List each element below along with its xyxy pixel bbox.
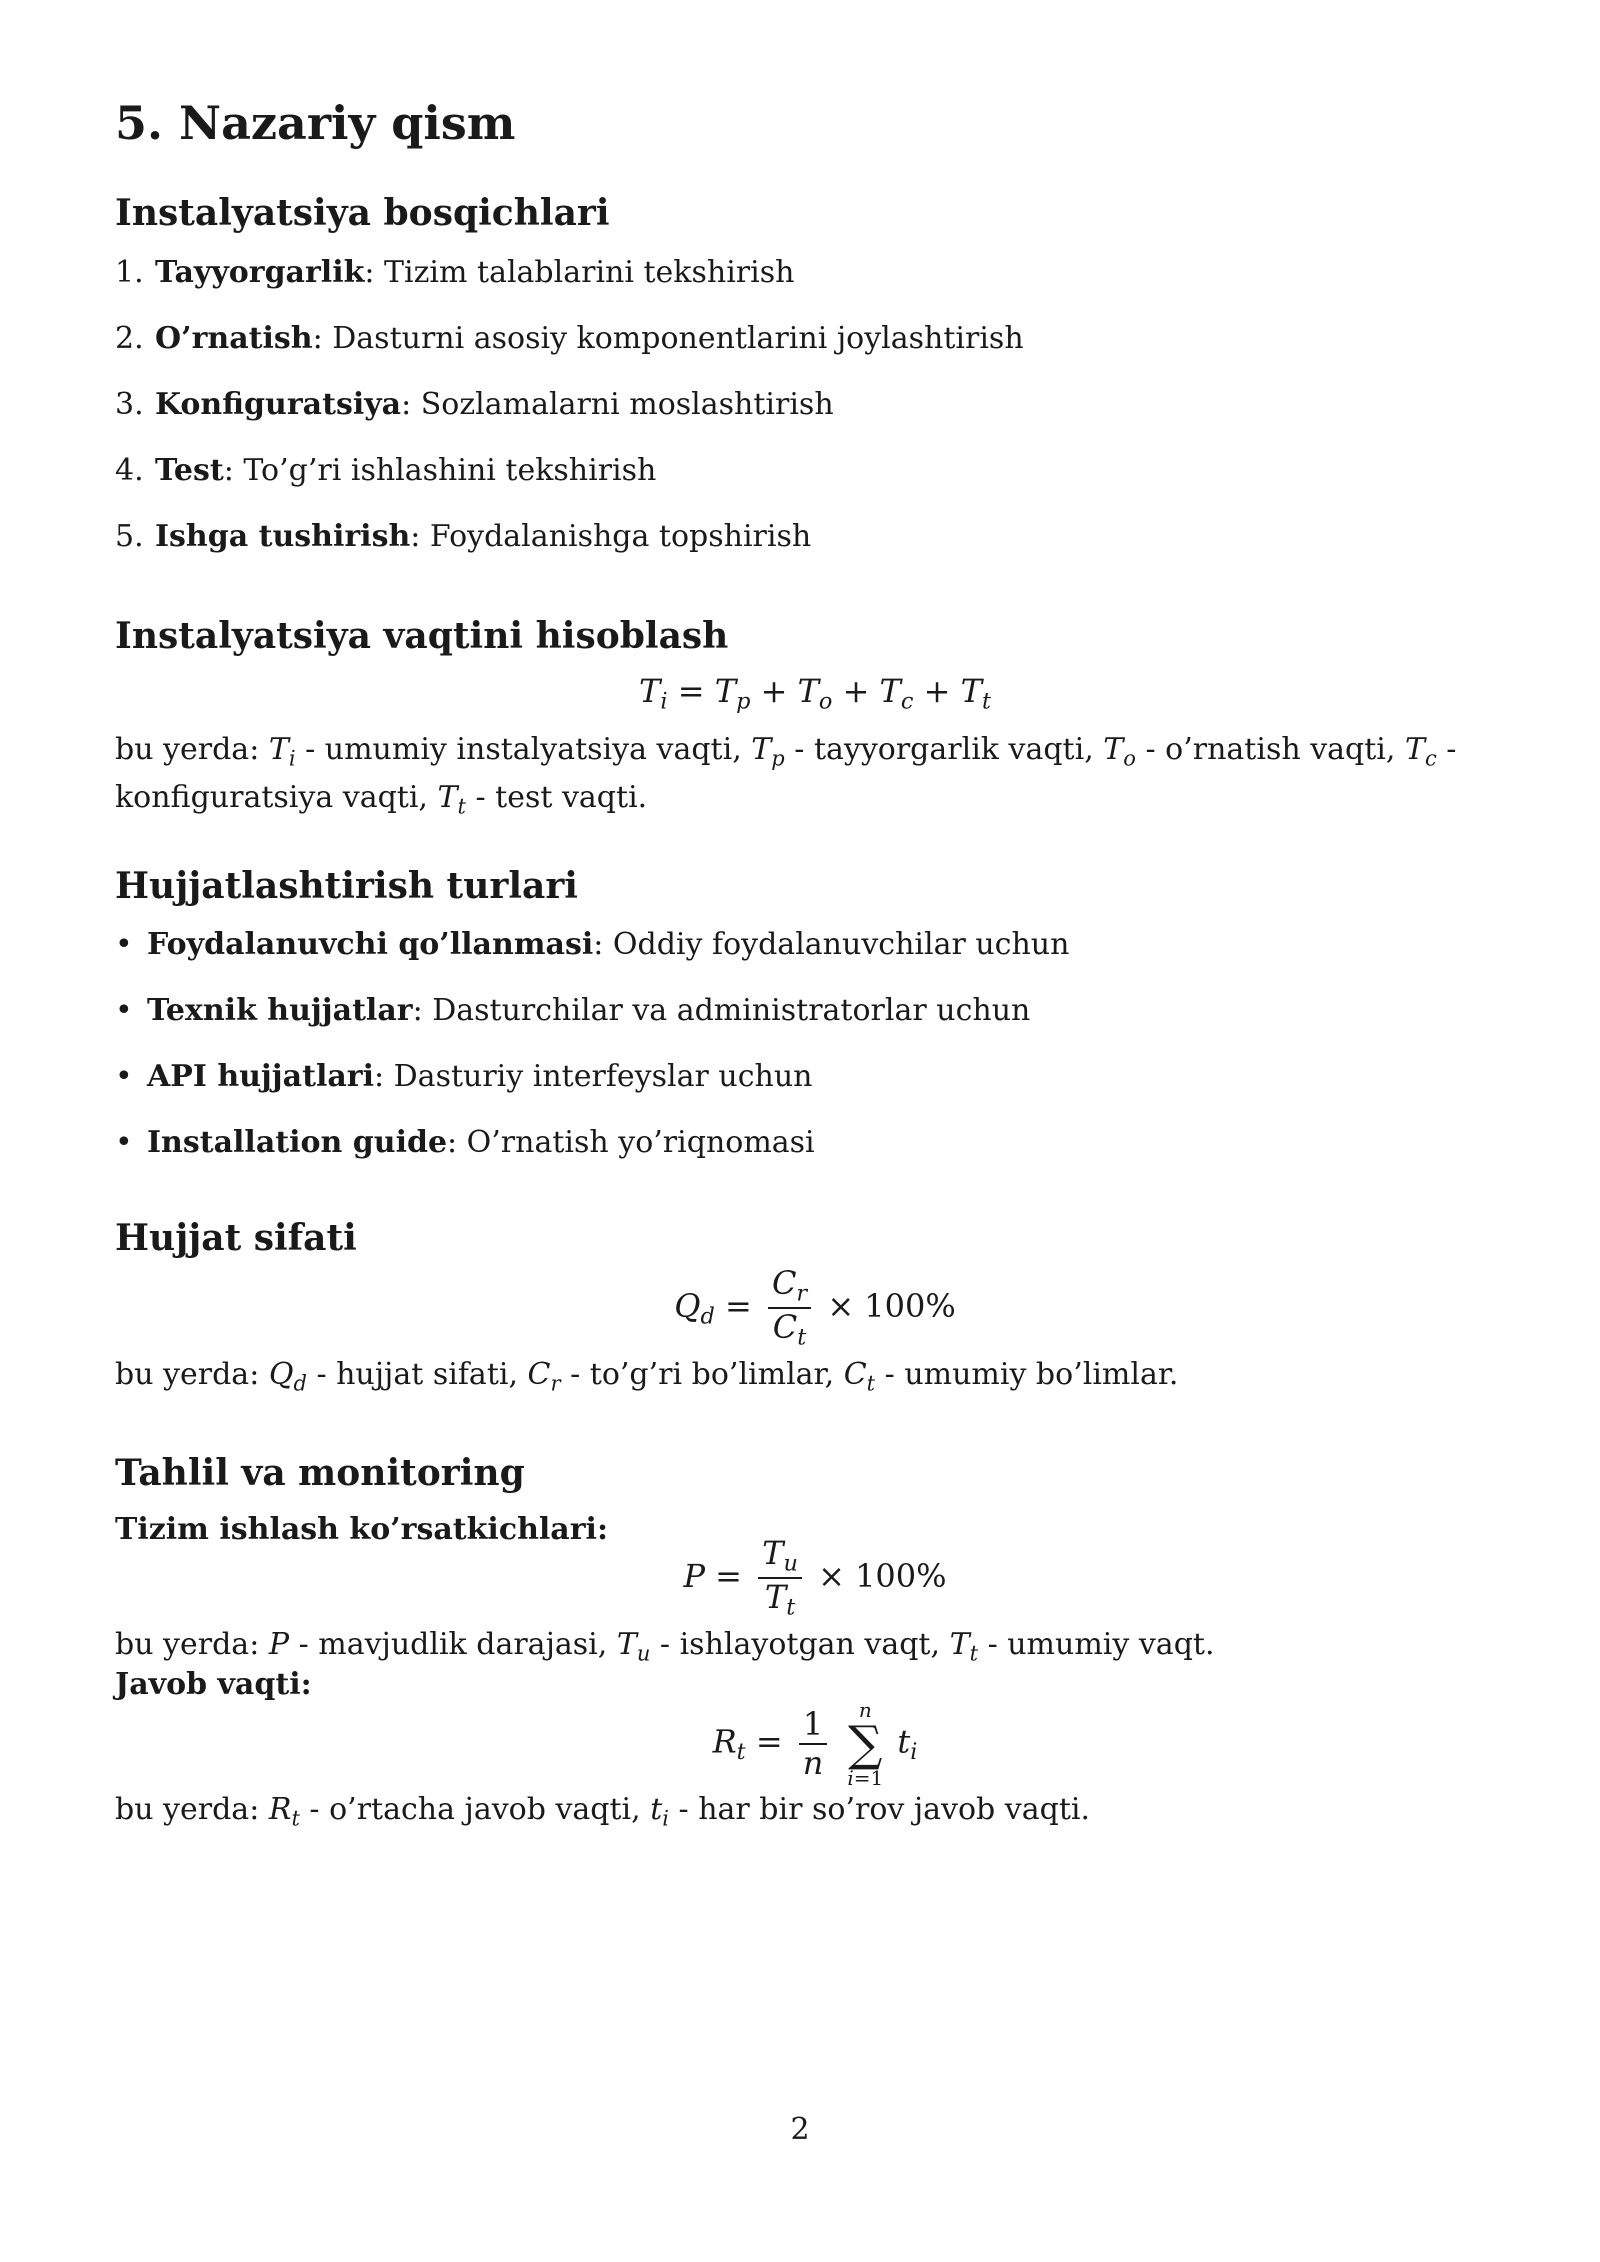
bullet-icon: • [115,993,133,1028]
subheading-performance: Tizim ishlash ko’rsatkichlari: [115,1512,609,1547]
section-heading-stages: Instalyatsiya bosqichlari [115,192,610,234]
list-item: • Texnik hujjatlar: Dasturchilar va administratorlar uchun [115,993,1031,1028]
equation-explanation: bu yerda: $R_t$ - o’rtacha javob vaqti, $t_i$ - har bir so’rov javob vaqti. [115,1792,1091,1831]
list-item: 3. Konfiguratsiya: Sozlamalarni moslashtirish [115,387,834,422]
bullet-icon: • [115,927,133,962]
equation-explanation: bu yerda: $Q_d$ - hujjat sifati, $C_r$ - to’g’ri bo’limlar, $C_t$ - umumiy bo’limlar. [115,1357,1179,1396]
section-heading-docs: Hujjatlashtirish turlari [115,865,578,907]
section-heading-monitoring: Tahlil va monitoring [115,1452,525,1494]
list-item: 1. Tayyorgarlik: Tizim talablarini tekshirish [115,255,795,290]
list-item: • API hujjatlari: Dasturiy interfeyslar uchun [115,1059,813,1094]
equation-explanation: bu yerda: $T_i$ - umumiy instalyatsiya vaqti, $T_p$ - tayyorgarlik vaqti, $T_o$ - o’rnatish vaqti, $T_c$ - konfiguratsiya vaqti, $T_t$ - test vaqti. [115,732,1457,819]
equation-response-time: $R_t$ = $\frac{1}{n}$ n ∑ i=1 $t_i$ [712,1698,918,1790]
bullet-icon: • [115,1125,133,1160]
list-item: 2. O’rnatish: Dasturni asosiy komponentlarini joylashtirish [115,321,1024,356]
list-item: 4. Test: To’g’ri ishlashini tekshirish [115,453,657,488]
bullet-icon: • [115,1059,133,1094]
section-heading-time: Instalyatsiya vaqtini hisoblash [115,615,729,657]
page-title: 5. Nazariy qism [115,96,516,150]
equation-doc-quality: $Q_d$ = $\frac{C_r}{C_t}$ × 100% [674,1264,956,1352]
equation-explanation: bu yerda: P - mavjudlik darajasi, $T_u$ - ishlayotgan vaqt, $T_t$ - umumiy vaqt. [115,1627,1215,1666]
list-item: 5. Ishga tushirish: Foydalanishga topshirish [115,519,812,554]
page-number: 2 [790,2112,810,2147]
section-heading-quality: Hujjat sifati [115,1217,357,1259]
list-item: • Foydalanuvchi qo’llanmasi: Oddiy foydalanuvchilar uchun [115,927,1070,962]
list-item: • Installation guide: O’rnatish yo’riqnomasi [115,1125,815,1160]
subheading-response-time: Javob vaqti: [115,1667,312,1702]
equation-install-time: $T_i = T_p + T_o + T_c + T_t$ [639,672,991,715]
equation-availability: P = $\frac{T_u}{T_t}$ × 100% [683,1534,947,1622]
